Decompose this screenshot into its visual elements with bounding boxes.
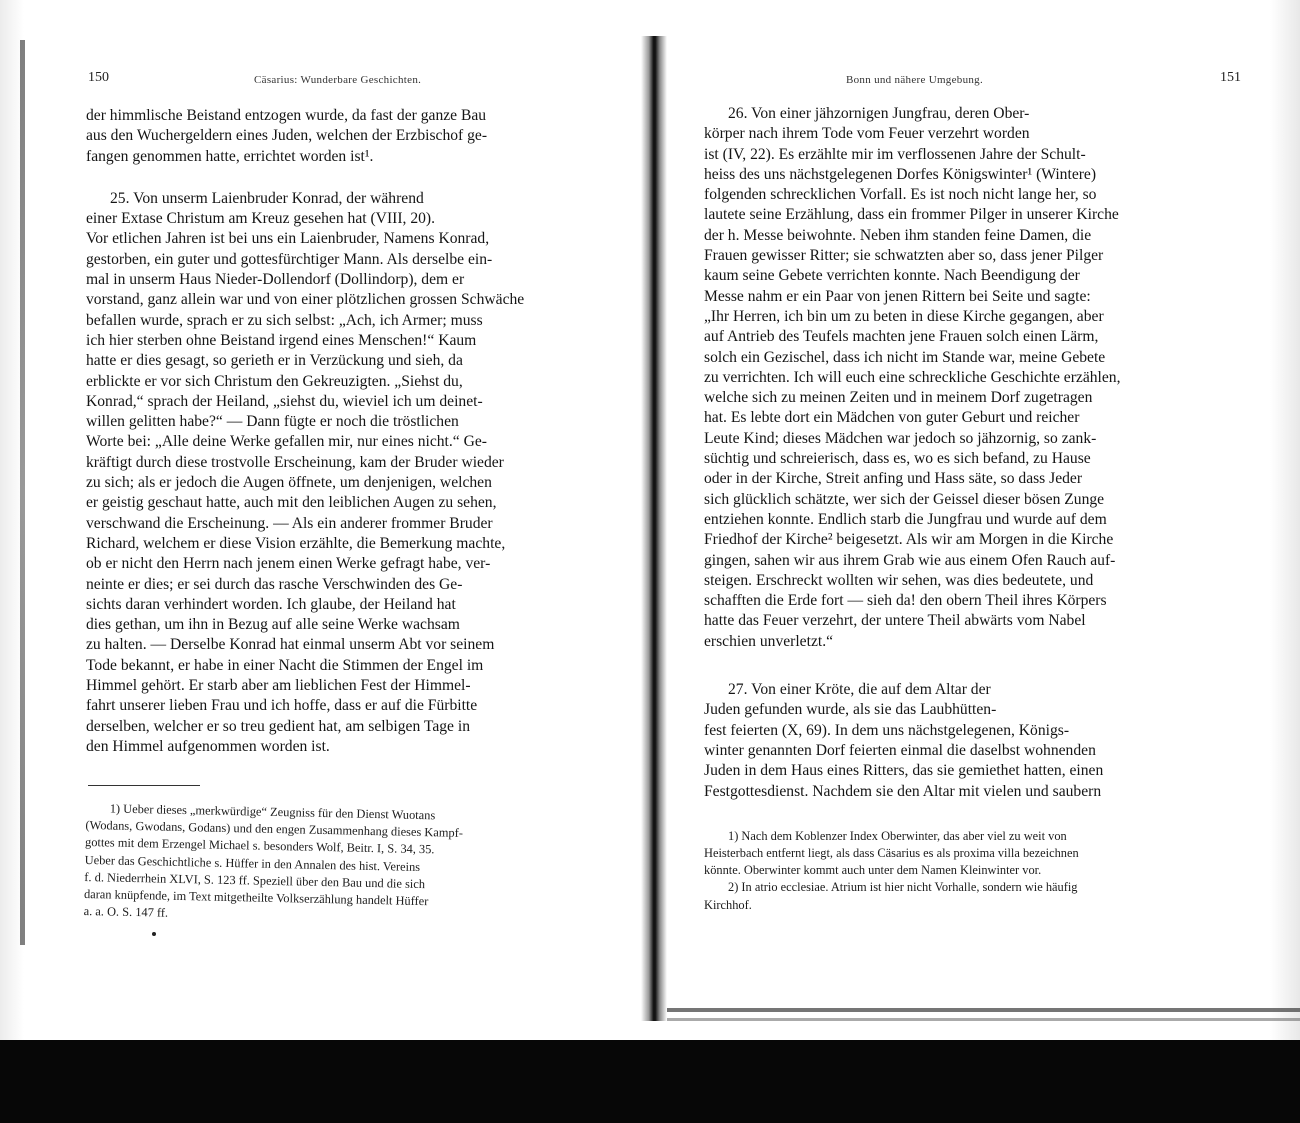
- text-line: gestorben, ein guter und gottesfürchtiger Mann. Als derselbe ein-: [86, 250, 493, 268]
- text-line: ich hier sterben ohne Beistand irgend eines Menschen!“ Kaum: [86, 331, 477, 349]
- text-line: zu verrichten. Ich will euch eine schreckliche Geschichte erzählen,: [704, 368, 1121, 386]
- paragraph: [86, 189, 626, 757]
- text-line: der himmlische Beistand entzogen wurde, da fast der ganze Bau: [86, 107, 487, 124]
- text-line: vorstand, ganz allein war und von einer plötzlichen grossen Schwäche: [86, 291, 525, 309]
- paragraph: [704, 104, 1249, 652]
- text-line: Juden in dem Haus eines Ritters, das sie gemiethet hatten, einen: [704, 762, 1104, 780]
- text-line: hatte das Feuer verzehrt, der untere Theil abwärts vom Nabel: [704, 612, 1086, 630]
- footnote-line: 1) Nach dem Koblenzer Index Oberwinter, das aber viel zu weit von: [728, 828, 1067, 843]
- page-edge-left: [20, 40, 25, 945]
- running-head: Cäsarius: Wunderbare Geschichten.: [254, 74, 422, 86]
- text-line: mal in unserm Haus Nieder-Dollendorf (Dollindorp), dem er: [86, 271, 465, 289]
- footnote-line: Kirchhof.: [704, 897, 752, 912]
- text-line: lautete seine Erzählung, dass ein frommer Pilger in unserer Kirche: [704, 206, 1119, 224]
- footnote-line: Ueber das Geschichtliche s. Hüffer in den Annalen des hist. Vereins: [84, 852, 421, 874]
- paragraph: [86, 106, 626, 167]
- text-line: aus den Wuchergeldern eines Juden, welchen der Erzbischof ge-: [86, 127, 488, 145]
- text-line: sich glücklich schätzte, wer sich der Geissel dieser bösen Zunge: [704, 490, 1105, 508]
- running-head: Bonn und nähere Umgebung.: [846, 74, 984, 86]
- text-line: zu sich; als er jedoch die Augen öffnete, um denjenigen, welchen: [86, 474, 492, 492]
- text-line: Festgottesdienst. Nachdem sie den Altar mit vielen und saubern: [704, 782, 1102, 800]
- print-mark-dot: [152, 932, 156, 936]
- text-line: sichts daran verhindert worden. Ich glaube, der Heiland hat: [86, 595, 456, 613]
- page-number: 150: [88, 70, 109, 85]
- scan-bottom-border: [0, 1040, 1300, 1123]
- footnote-line: f. d. Niederrhein XLVI, S. 123 ff. Speziell über den Bau und die sich: [84, 870, 426, 892]
- footnote-line: a. a. O. S. 147 ff.: [83, 904, 169, 921]
- book-gutter: [641, 36, 667, 1021]
- right-page: [704, 70, 1249, 914]
- footnote-rule: [88, 785, 200, 786]
- text-line: neinte er dies; er sei durch das rasche Verschwinden des Ge-: [86, 575, 463, 593]
- section-heading-line: 26. Von einer jähzornigen Jungfrau, deren Ober-: [728, 105, 1030, 122]
- text-line: fahrt unserer lieben Frau und ich hoffe, dass er auf die Fürbitte: [86, 697, 478, 715]
- text-line: winter genannten Dorf feierten einmal die daselbst wohnenden: [704, 741, 1096, 759]
- text-line: Messe nahm er ein Paar von jenen Rittern bei Seite und sagte:: [704, 287, 1091, 305]
- text-line: steigen. Erschreckt wollten wir sehen, was dies bedeutete, und: [704, 571, 1094, 589]
- text-line: schafften die Erde fort — sieh da! den obern Theil ihres Körpers: [704, 592, 1107, 610]
- footnote-line: (Wodans, Gwodans, Godans) und den engen Zusammenhang dieses Kampf-: [85, 818, 464, 841]
- text-line: der h. Messe beiwohnte. Neben ihm standen feine Damen, die: [704, 226, 1092, 244]
- text-line: fest feierten (X, 69). In dem uns nächstgelegenen, Königs-: [704, 721, 1070, 739]
- text-line: Vor etlichen Jahren ist bei uns ein Laienbruder, Namens Konrad,: [86, 230, 490, 248]
- text-line: Worte bei: „Alle deine Werke gefallen mir, nur eines nicht.“ Ge-: [86, 433, 487, 451]
- text-line: Tode bekannt, er habe in einer Nacht die Stimmen der Engel im: [86, 656, 484, 674]
- text-line: erblickte er vor sich Christum den Gekreuzigten. „Siehst du,: [86, 372, 463, 390]
- text-line: fangen genommen hatte, errichtet worden ist¹.: [86, 147, 374, 165]
- section-heading-line: 27. Von einer Kröte, die auf dem Altar der: [728, 681, 991, 699]
- text-line: zu halten. — Derselbe Konrad hat einmal unserm Abt vor seinem: [86, 636, 495, 654]
- footnote-line: 1) Ueber dieses „merkwürdige“ Zeugniss für den Dienst Wuotans: [109, 801, 436, 823]
- left-footnotes: [83, 800, 625, 932]
- section-heading-line: einer Extase Christum am Kreuz gesehen hat (VIII, 20).: [86, 210, 436, 228]
- page-edge-bottom-2: [660, 1018, 1300, 1021]
- section-heading-line: körper nach ihrem Tode vom Feuer verzehrt worden: [704, 125, 1030, 143]
- text-line: derselben, welcher er so treu gedient hat, am selbigen Tage in: [86, 717, 470, 735]
- text-line: Richard, welchem er diese Vision erzählte, die Bemerkung machte,: [86, 534, 506, 552]
- section-heading-line: 25. Von unserm Laienbruder Konrad, der während: [110, 189, 424, 207]
- text-line: Himmel gehört. Er starb aber am lieblichen Fest der Himmel-: [86, 677, 471, 695]
- right-page-header: [704, 70, 1249, 90]
- text-line: hat. Es lebte dort ein Mädchen von guter Geburt und reicher: [704, 409, 1080, 427]
- text-line: verschwand die Erscheinung. — Als ein anderer frommer Bruder: [86, 514, 493, 532]
- left-page-header: [86, 70, 626, 90]
- text-line: erschien unverletzt.“: [704, 632, 834, 650]
- text-line: kräftigt durch diese trostvolle Erscheinung, kam der Bruder wieder: [86, 453, 504, 471]
- text-line: entziehen konnte. Endlich starb die Jungfrau und wurde auf dem: [704, 510, 1107, 528]
- footnote-line: könnte. Oberwinter kommt auch unter dem Namen Kleinwinter vor.: [704, 863, 1042, 878]
- text-line: willen gelitten habe?“ — Dann fügte er noch die tröstlichen: [86, 413, 459, 431]
- left-page: [83, 70, 626, 921]
- left-page-body: [86, 106, 626, 757]
- text-line: solch ein Gezischel, dass ich nicht im Stande war, meine Gebete: [704, 348, 1106, 366]
- text-line: auf Antrieb des Teufels machten jene Frauen solch einen Lärm,: [704, 328, 1099, 346]
- text-line: ist (IV, 22). Es erzählte mir im verflossenen Jahre der Schult-: [704, 145, 1086, 163]
- footnote-line: Heisterbach entfernt liegt, als dass Cäsarius es als proxima villa bezeichnen: [704, 846, 1079, 860]
- text-line: gingen, sahen wir aus ihrem Grab wie aus einem Ofen Rauch auf-: [704, 551, 1116, 569]
- text-line: ob er nicht den Herrn nach jenem einen Werke gefragt habe, ver-: [86, 555, 491, 573]
- section-heading-line: Juden gefunden wurde, als sie das Laubhütten-: [704, 701, 997, 719]
- page-number: 151: [1220, 70, 1241, 85]
- right-page-body: [704, 104, 1249, 802]
- text-line: welche sich zu meinen Zeiten und in meinem Dorf zugetragen: [704, 389, 1093, 407]
- text-line: er geistig geschaut hatte, auch mit den leiblichen Augen zu sehen,: [86, 494, 497, 512]
- page-edge-bottom: [655, 1008, 1300, 1012]
- text-line: heiss des uns nächstgelegenen Dorfes Königswinter¹ (Wintere): [704, 165, 1097, 183]
- text-line: Konrad,“ sprach der Heiland, „siehst du, wieviel ich um deinet-: [86, 392, 483, 410]
- text-line: Friedhof der Kirche² beigesetzt. Als wir am Morgen in die Kirche: [704, 531, 1114, 549]
- footnote-line: daran knüpfende, im Text mitgetheilte Volkserzählung handelt Hüffer: [83, 887, 429, 909]
- text-line: kaum seine Gebete verrichten konnte. Nach Beendigung der: [704, 267, 1080, 285]
- footnote-line: gottes mit dem Erzengel Michael s. besonders Wolf, Beitr. I, S. 34, 35.: [84, 835, 435, 857]
- text-line: folgenden schrecklichen Vorfall. Es ist noch nicht lange her, so: [704, 186, 1097, 204]
- text-line: oder in der Kirche, Streit anfing und Hass säte, so dass Jeder: [704, 470, 1083, 488]
- text-line: den Himmel aufgenommen worden ist.: [86, 737, 330, 755]
- paragraph: [704, 680, 1249, 802]
- footnote-line: 2) In atrio ecclesiae. Atrium ist hier nicht Vorhalle, sondern wie häufig: [728, 880, 1078, 895]
- text-line: Frauen gewisser Ritter; sie schwatzten aber so, dass jener Pilger: [704, 247, 1104, 265]
- right-footnotes: [704, 828, 1249, 914]
- text-line: süchtig und schreierisch, dass es, wo es sich befand, zu Hause: [704, 450, 1091, 468]
- text-line: Leute Kind; dieses Mädchen war jedoch so jähzornig, so zank-: [704, 429, 1097, 447]
- text-line: hatte er dies gesagt, so gerieth er in Verzückung und sieh, da: [86, 352, 463, 370]
- text-line: befallen wurde, sprach er zu sich selbst: „Ach, ich Armer; muss: [86, 311, 483, 329]
- text-line: „Ihr Herren, ich bin um zu beten in diese Kirche gegangen, aber: [704, 307, 1104, 325]
- text-line: dies gethan, um ihn in Bezug auf alle seine Werke wachsam: [86, 616, 460, 634]
